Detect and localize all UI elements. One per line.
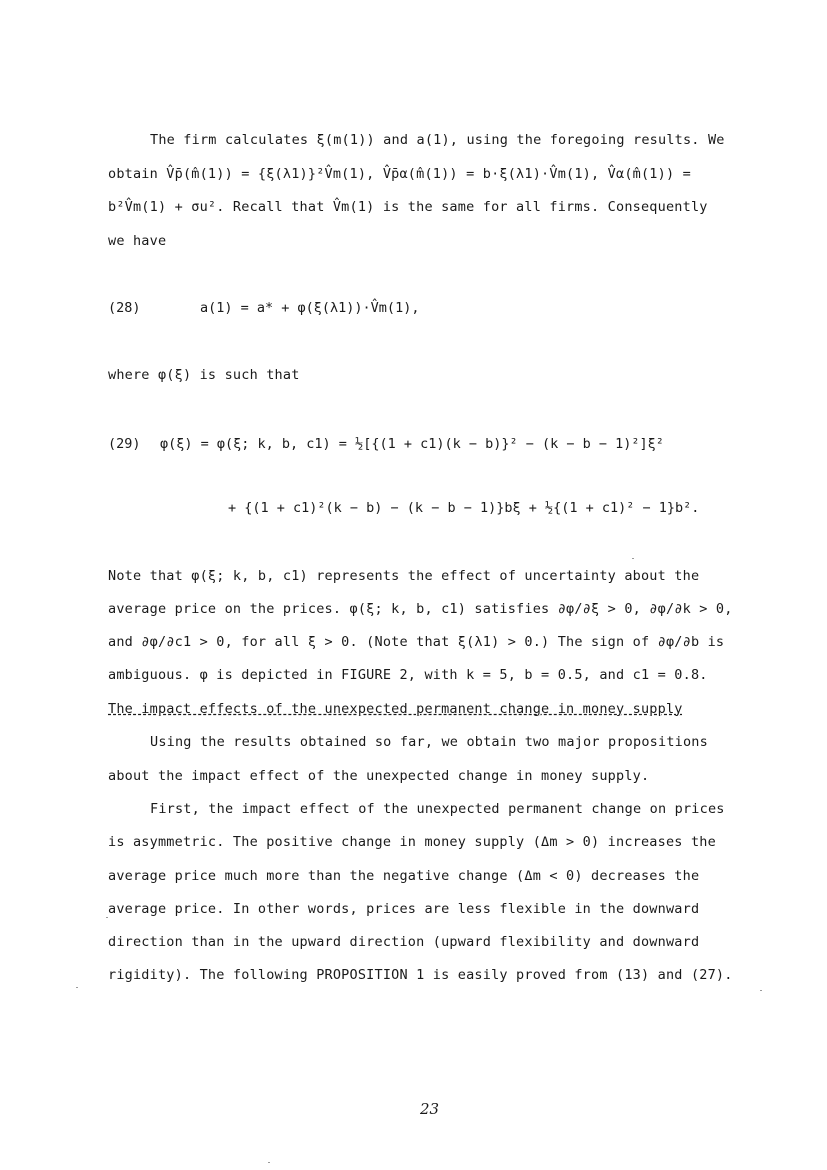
para4-line4: average price. In other words, prices are less flexible in the downward xyxy=(108,901,700,917)
para3-line1: Using the results obtained so far, we obtain two major propositions xyxy=(150,734,708,750)
para4-line2: is asymmetric. The positive change in money supply (Δm > 0) increases the xyxy=(108,834,716,850)
equation-29-line1: φ(ξ) = φ(ξ; k, b, c1) = ½[{(1 + c1)(k − b)}² − (k − b − 1)²]ξ² xyxy=(160,436,664,452)
para1-line4: we have xyxy=(108,233,167,249)
page-number: 23 xyxy=(420,1100,440,1118)
para4-line3: average price much more than the negative change (Δm < 0) decreases the xyxy=(108,868,700,884)
para3-line2: about the impact effect of the unexpected change in money supply. xyxy=(108,768,650,784)
where-line: where φ(ξ) is such that xyxy=(108,367,300,383)
para2-line3: and ∂φ/∂c1 > 0, for all ξ > 0. (Note that ξ(λ1) > 0.) The sign of ∂φ/∂b is xyxy=(108,634,725,650)
scan-speck xyxy=(106,917,108,918)
para1-line3: b²V̂m(1) + σu². Recall that V̂m(1) is the same for all firms. Consequently xyxy=(108,199,708,215)
scan-speck xyxy=(632,558,634,559)
para4-line1: First, the impact effect of the unexpected permanent change on prices xyxy=(150,801,725,817)
scan-speck xyxy=(760,990,762,991)
para2-line4: ambiguous. φ is depicted in FIGURE 2, with k = 5, b = 0.5, and c1 = 0.8. xyxy=(108,667,708,683)
para2-line2: average price on the prices. φ(ξ; k, b, c1) satisfies ∂φ/∂ξ > 0, ∂φ/∂k > 0, xyxy=(108,601,733,617)
para1-line1: The firm calculates ξ(m(1)) and a(1), using the foregoing results. We xyxy=(150,132,725,148)
para2-line1: Note that φ(ξ; k, b, c1) represents the effect of uncertainty about the xyxy=(108,568,700,584)
para4-line6: rigidity). The following PROPOSITION 1 is easily proved from (13) and (27). xyxy=(108,967,733,983)
equation-28-number: (28) xyxy=(108,300,141,316)
equation-29-line2: + {(1 + c1)²(k − b) − (k − b − 1)}bξ + ½{(1 + c1)² − 1}b². xyxy=(228,500,700,516)
equation-28: a(1) = a* + φ(ξ(λ1))·V̂m(1), xyxy=(200,300,420,316)
scan-speck xyxy=(76,987,78,988)
para1-line2: obtain V̂p̄(m̂(1)) = {ξ(λ1)}²V̂m(1), V̂p̄α(m̂(1)) = b·ξ(λ1)·V̂m(1), V̂α(m̂(1)) = xyxy=(108,166,691,182)
scan-speck xyxy=(268,1162,270,1163)
equation-29-number: (29) xyxy=(108,436,141,452)
section-subheading: The impact effects of the unexpected permanent change in money supply xyxy=(108,701,683,717)
para4-line5: direction than in the upward direction (upward flexibility and downward xyxy=(108,934,700,950)
